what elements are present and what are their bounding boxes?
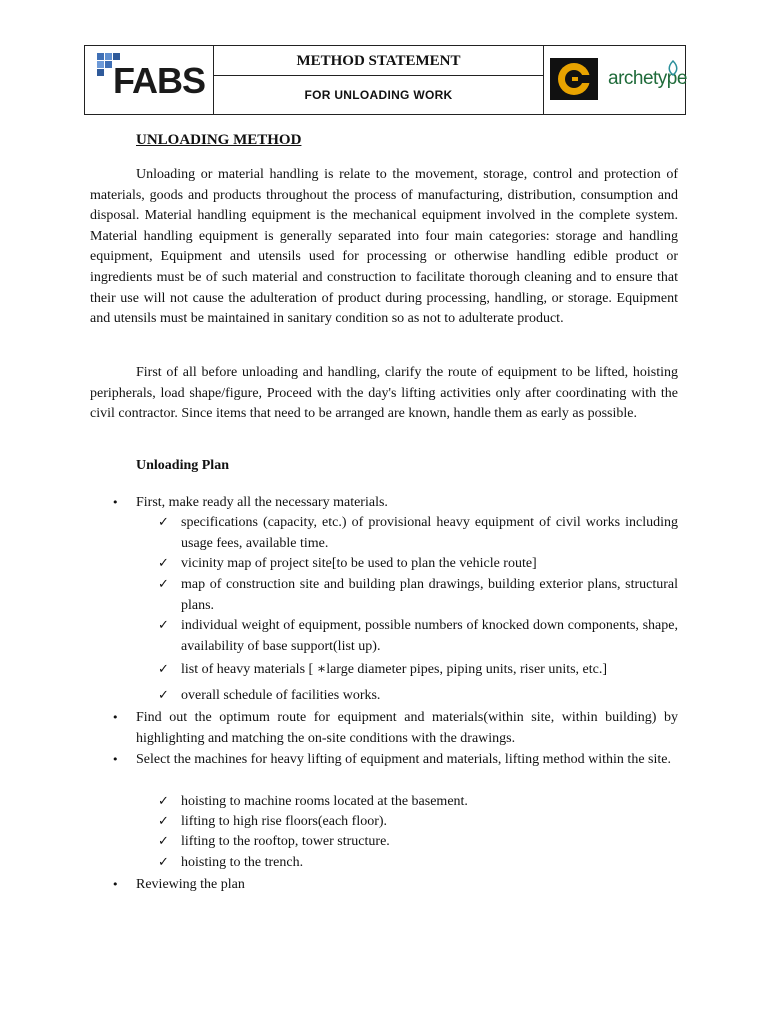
checkmark-icon: ✓ <box>158 814 169 829</box>
checklist-text: vicinity map of project site[to be used to plan the vehicle route] <box>181 556 537 571</box>
checkmark-icon: ✓ <box>158 515 169 530</box>
archetype-logo <box>543 46 685 114</box>
bullet-icon: • <box>112 496 119 509</box>
checkmark-icon: ✓ <box>158 662 169 677</box>
document-subtitle: FOR UNLOADING WORK <box>304 88 453 102</box>
checklist-text: individual weight of equipment, possible numbers of knocked down components, shape, availability of base support(list up). <box>181 618 678 654</box>
checkmark-icon: ✓ <box>158 834 169 849</box>
route-paragraph: First of all before unloading and handling, clarify the route of equipment to be lifted, hoisting peripherals, load shape/figure, Proceed with the day's lifting activities only after coordinating with the civil contractor. Since items that need to be arranged are known, handle them as early as possible. <box>90 365 678 422</box>
section-heading: UNLOADING METHOD <box>136 132 302 148</box>
checklist-text: hoisting to the trench. <box>181 855 304 870</box>
bullet-icon: • <box>112 878 119 891</box>
list-item <box>112 875 678 896</box>
bullet-icon: • <box>112 711 119 724</box>
checklist-item <box>158 660 678 681</box>
checkmark-icon: ✓ <box>158 794 169 809</box>
checklist-text: lifting to high rise floors(each floor). <box>181 814 388 829</box>
list-item <box>112 750 678 771</box>
checkmark-icon: ✓ <box>158 688 169 703</box>
fabs-logo <box>85 46 214 114</box>
header-title-cell <box>214 46 543 114</box>
leaf-icon <box>666 60 680 76</box>
bullet-text: Find out the optimum route for equipment and materials(within site, within building) by highlighting and matching the on-site conditions with the drawings. <box>136 710 678 746</box>
checklist-text: lifting to the rooftop, tower structure. <box>181 834 390 849</box>
intro-paragraph: Unloading or material handling is relate to the movement, storage, control and protection of materials, goods and products throughout the process of manufacturing, distribution, consumption and disposal. Material handling equipment is the mechanical equipment involved in the complete system. Material handling equipment is generally separated into four main categories: storage and handling equipment, Equipment and utensils used for processing or otherwise handling edible product or ingredients must be of such material and construction to facilitate thorough cleaning and to ensure that their use will not cause the adulteration of product during processing, handling, or storage. Equipment and utensils must be maintained in sanitary condition so as not to adulterate product. <box>90 167 678 327</box>
checklist-text: hoisting to machine rooms located at the basement. <box>181 794 468 809</box>
checkmark-icon: ✓ <box>158 556 169 571</box>
checkmark-icon: ✓ <box>158 577 169 592</box>
fabs-logo-text: FABS <box>113 60 206 101</box>
list-item <box>112 708 678 749</box>
checklist-text: overall schedule of facilities works. <box>181 688 381 703</box>
bullet-text: Reviewing the plan <box>136 877 245 892</box>
checklist-item <box>158 812 678 833</box>
bullet-text: Select the machines for heavy lifting of equipment and materials, lifting method within the site. <box>136 752 671 767</box>
checklist-item <box>158 792 678 813</box>
checklist-item <box>158 686 678 707</box>
checklist-item <box>158 554 678 575</box>
bullet-icon: • <box>112 753 119 766</box>
checklist-text: list of heavy materials [ ∗large diameter pipes, piping units, riser units, etc.] <box>181 662 608 677</box>
checklist-item <box>158 513 678 554</box>
list-item <box>112 493 678 514</box>
document-title: METHOD STATEMENT <box>214 46 543 76</box>
checklist-item <box>158 853 678 874</box>
checklist-text: specifications (capacity, etc.) of provisional heavy equipment of civil works including usage fees, available time. <box>181 515 678 551</box>
checkmark-icon: ✓ <box>158 618 169 633</box>
plan-heading: Unloading Plan <box>136 458 229 473</box>
checklist-item <box>158 616 678 657</box>
archetype-logo-text: archetype <box>608 68 687 89</box>
bullet-text: First, make ready all the necessary materials. <box>136 495 388 510</box>
checkmark-icon: ✓ <box>158 855 169 870</box>
checklist-text: map of construction site and building plan drawings, building exterior plans, structural plans. <box>181 577 678 613</box>
checklist-item <box>158 575 678 616</box>
archetype-emblem-icon <box>550 58 598 100</box>
document-header <box>84 45 686 115</box>
checklist-item <box>158 832 678 853</box>
